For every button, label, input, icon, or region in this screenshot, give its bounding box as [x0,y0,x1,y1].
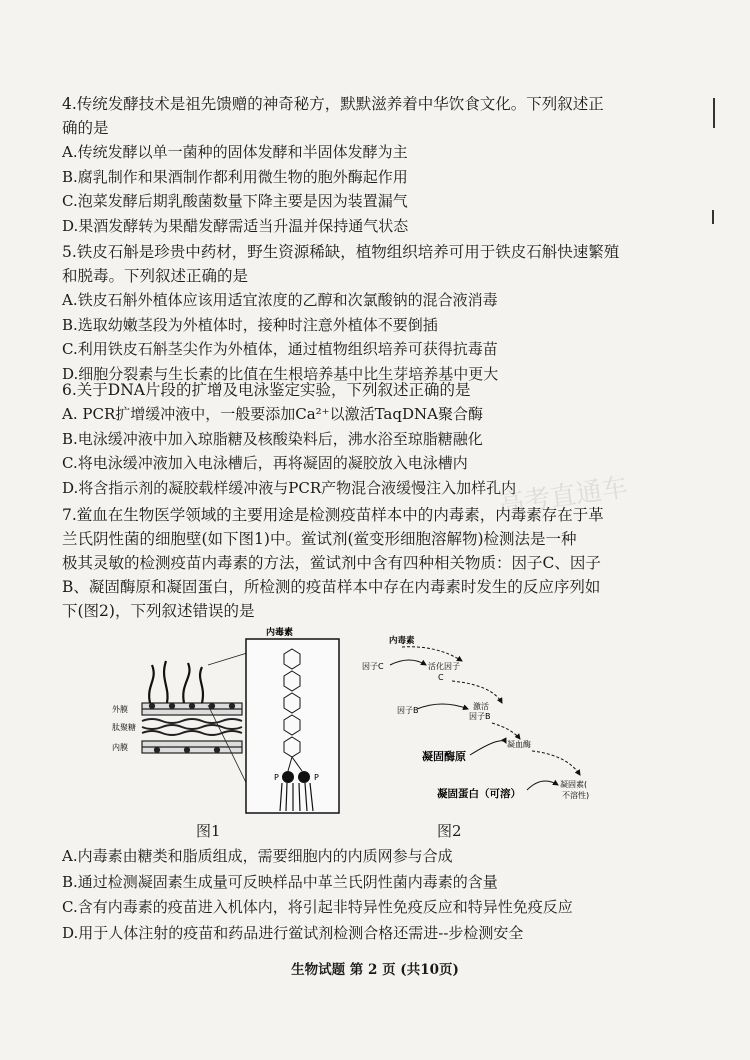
q7-stem-cont: B、凝固酶原和凝固蛋白，所检测的疫苗样本中存在内毒素时发生的反应序列如 [62,578,601,596]
q5-option-a: A.铁皮石斛外植体应该用适宜浓度的乙醇和次氯酸钠的混合液消毒 [62,291,498,309]
node-factor-b: 因子B [397,706,419,715]
node-coagulin-line1: 凝固素( [560,780,588,789]
q5-stem: 5.铁皮石斛是珍贵中药材，野生资源稀缺，植物组织培养可用于铁皮石斛快速繁殖 [62,243,620,261]
phosphate-right: P [314,773,319,782]
q4-option-d: D.果酒发酵转为果醋发酵需适当升温并保持通气状态 [62,216,409,235]
q6-option-a: A. PCR扩增缓冲液中，一般要添加Ca²⁺以激活TaqDNA聚合酶 [62,405,483,423]
cascade-diagram [362,625,612,815]
q5-stem-cont: 和脱毒。下列叙述正确的是 [62,267,249,285]
lps-chains [149,661,203,703]
node-clotting-enzyme: 凝血酶 [507,740,531,749]
node-coagulin-line2: 不溶性) [562,791,590,800]
q6-option-c: C.将电泳缓冲液加入电泳槽后，再将凝固的凝胶放入电泳槽内 [62,454,468,472]
q7-stem-cont: 极其灵敏的检测疫苗内毒素的方法，鲎试剂中含有四种相关物质：因子C、因子 [62,554,601,572]
q7-option-b: B.通过检测凝固素生成量可反映样品中革兰氏阴性菌内毒素的含量 [62,872,498,891]
question-5 [62,240,702,386]
label-peptidoglycan: 肽聚糖 [112,723,136,732]
node-endotoxin: 内毒素 [389,636,415,646]
q5-option-c: C.利用铁皮石斛茎尖作为外植体，通过植物组织培养可获得抗毒苗 [62,340,498,358]
node-proclotting-enzyme: 凝固酶原 [422,750,466,763]
endotoxin-title: 内毒素 [266,628,294,638]
q6-option-b: B.电泳缓冲液中加入琼脂糖及核酸染料后，沸水浴至琼脂糖融化 [62,429,483,448]
membrane-layers [142,703,242,753]
scan-mark [713,98,715,128]
phosphate-left: P [274,773,279,782]
question-7 [62,503,702,623]
q4-option-a: A.传统发酵以单一菌种的固体发酵和半固体发酵为主 [62,143,408,161]
q7-option-a: A.内毒素由糖类和脂质组成，需要细胞内的内质网参与合成 [62,847,453,865]
figure-1-cell-wall [112,625,340,815]
q7-option-d: D.用于人体注射的疫苗和药品进行鲎试剂检测合格还需进--步检测安全 [62,923,524,942]
question-4 [62,92,702,238]
q5-option-d: D.细胞分裂素与生长素的比值在生根培养基中比生芽培养基中更大 [62,364,499,383]
node-active-c-line2: C [438,673,444,682]
cell-wall-diagram [112,625,340,815]
q4-option-c: C.泡菜发酵后期乳酸菌数量下降主要是因为装置漏气 [62,192,408,210]
q4-option-b: B.腐乳制作和果酒制作都利用微生物的胞外酶起作用 [62,167,408,186]
figure-1-caption: 图1 [196,822,221,840]
figure-2-caption: 图2 [437,822,462,840]
node-coagulogen: 凝固蛋白（可溶） [437,788,521,800]
q6-stem: 6.关于DNA片段的扩增及电泳鉴定实验，下列叙述正确的是 [62,381,471,399]
q4-stem-cont: 确的是 [62,119,109,137]
page-footer: 生物试题 第 2 页 (共10页) [291,962,459,978]
question-6 [62,378,702,500]
q7-option-c: C.含有内毒素的疫苗进入机体内，将引起非特异性免疫反应和特异性免疫反应 [62,898,573,916]
q6-option-d: D.将含指示剂的凝胶载样缓冲液与PCR产物混合液缓慢注入加样孔内 [62,478,517,497]
q7-options [62,844,712,946]
node-factor-c: 因子C [362,662,384,671]
q7-stem: 7.鲎血在生物医学领域的主要用途是检测疫苗样本中的内毒素，内毒素存在于革 [62,506,604,524]
node-active-b-line2: 因子B [469,712,491,721]
label-inner-membrane: 内膜 [112,743,128,752]
figure-2-cascade [362,625,612,815]
label-outer-membrane: 外膜 [112,705,128,714]
node-active-c-line1: 活化因子 [428,662,460,671]
q7-stem-cont: 下(图2)，下列叙述错误的是 [62,602,255,620]
scan-mark [712,210,714,224]
q5-option-b: B.选取幼嫩茎段为外植体时，接种时注意外植体不要倒插 [62,315,438,334]
node-active-b-line1: 激活 [473,702,489,711]
q7-stem-cont: 兰氏阴性菌的细胞壁(如下图1)中。鲎试剂(鲎变形细胞溶解物)检测法是一种 [62,530,577,548]
q4-stem: 4.传统发酵技术是祖先馈赠的神奇秘方，默默滋养着中华饮食文化。下列叙述正 [62,95,604,113]
watermark: 高考直通车 [496,472,630,521]
